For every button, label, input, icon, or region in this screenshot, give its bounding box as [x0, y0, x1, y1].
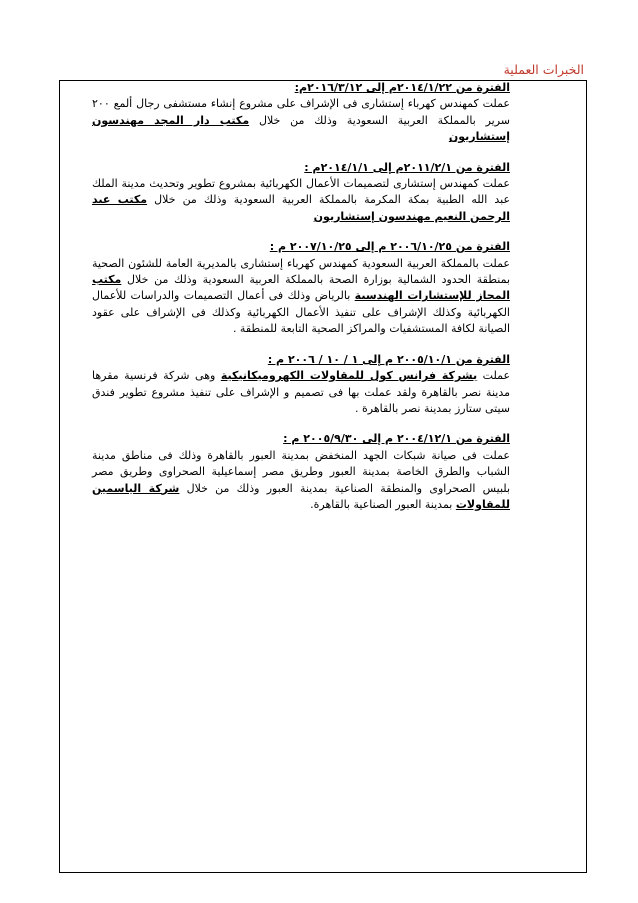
entry-description: عملت بالمملكة العربية السعودية كمهندس كهرباء إستشارى بالمديرية العامة للشئون الصحية بمنطقة الحدود الشمالية بوزارة الصحة بالمملكة العربية السعودية وذلك من خلال: [92, 256, 511, 287]
period-heading: الفترة من ٢٠١١/٢/١م إلى ٢٠١٤/١/١م :: [304, 160, 510, 174]
period-heading: الفترة من ٢٠٠٦/١٠/٢٥ م إلى ٢٠٠٧/١٠/٢٥ م :: [269, 240, 510, 254]
period-heading: الفترة من ٢٠١٤/١/٢٢م إلى ٢٠١٦/٣/١٢م:: [294, 81, 510, 94]
period-heading: الفترة من ٢٠٠٤/١٢/١ م إلى ٢٠٠٥/٩/٣٠ م :: [283, 432, 510, 446]
experience-entry: [92, 80, 510, 146]
entry-text: [92, 176, 510, 225]
entry-tail: بمدينة العبور الصناعية بالقاهرة.: [310, 497, 453, 511]
experience-entry: [92, 431, 510, 513]
experience-entry: [92, 352, 510, 418]
entry-text: [92, 368, 510, 417]
organization-name: بشركة فرانس كول للمقاولات الكهروميكانيكية: [220, 369, 478, 383]
entry-description: عملت كمهندس إستشارى لتصميمات الأعمال الكهربائية بمشروع تطوير وتحديث مدينة الملك عبد الله الطبية بمكة المكرمة بالمملكة العربية السعودية وذلك من خلال: [92, 177, 511, 207]
period-heading: الفترة من ٢٠٠٥/١٠/١ م إلى ١ / ١٠ / ٢٠٠٦ م :: [267, 352, 510, 366]
experience-list: [92, 80, 510, 527]
entry-description: عملت: [482, 369, 511, 383]
organization-name: مكتب المجاز للإستشارات الهندسية: [92, 273, 510, 303]
entry-tail: وهى شركة فرنسية مقرها مدينة نصر بالقاهرة ولقد عملت بها فى تصميم و الإشراف على تنفيذ مشروع تطوير فندق سيتى ستارز بمدينة نصر بالقاهرة .: [92, 369, 510, 415]
entry-text: [92, 256, 510, 338]
organization-name: مكتب دار المجد مهندسون إستشاريون: [92, 113, 510, 144]
experience-entry: [92, 160, 510, 226]
section-heading: الخبرات العملية: [503, 62, 584, 77]
entry-description: عملت فى صيانة شبكات الجهد المنخفض بمدينة العبور بالقاهرة وذلك فى مناطق مدينة الشباب والطرق الخاصة بمدينة العبور وطريق مصر إسماعيلية الصحراوى وطريق مصر بلبيس الصحراوى والمنطقة الصناعية بمدينة العبور وذلك من خلال: [92, 448, 511, 495]
entry-tail: بالرياض وذلك فى أعمال التصميمات والدراسات للأعمال الكهربائية وكذلك الإشراف على تنفيذ الأعمال الكهربائية وكذلك فى الإشراف على عقود الصيانة لكافة المستشفيات والمراكز الصحية التابعة للمنطقة .: [92, 289, 510, 336]
organization-name: مكتب عبد الرحمن النعيم مهندسون إستشاريون: [92, 193, 510, 223]
experience-entry: [92, 239, 510, 337]
organization-name: شركة الياسمين للمقاولات: [92, 481, 510, 511]
entry-description: عملت كمهندس كهرباء إستشارى فى الإشراف على مشروع إنشاء مستشفى رجال ألمع ٢٠٠ سرير بالمملكة العربية السعودية وذلك من خلال: [92, 97, 511, 127]
entry-text: [92, 448, 510, 514]
entry-text: [92, 96, 510, 145]
